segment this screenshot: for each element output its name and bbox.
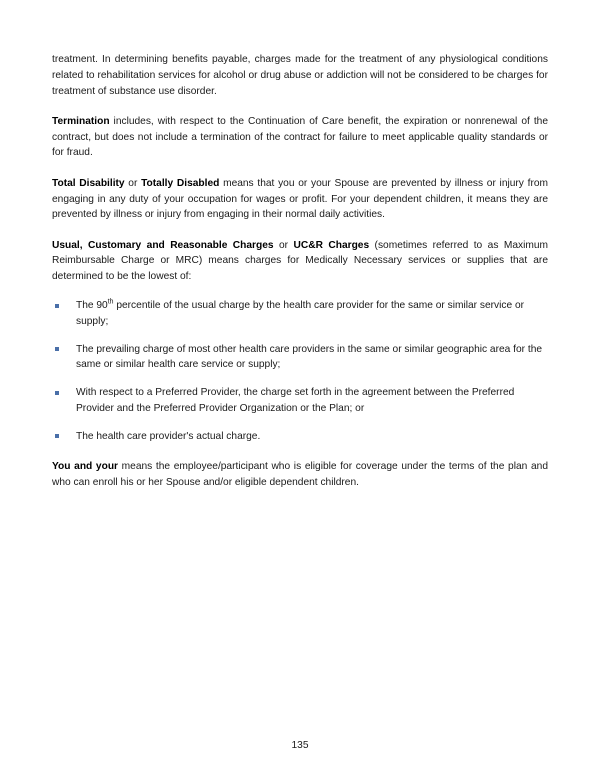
list-item-text-prefix: The prevailing charge of most other health care providers in the same or similar geographic area for the same or similar health care service or supply; [76,343,543,371]
paragraph-termination [52,114,548,161]
defined-term-termination: Termination [52,115,110,127]
defined-term-you-and-your: You and your [52,461,119,473]
list-item-text-suffix: percentile of the usual charge by the health care provider for the same or similar service or supply; [76,300,525,327]
defined-term-ucr-charges: UC&R Charges [293,239,370,251]
square-bullet-icon [55,304,59,308]
paragraph-ucr-charges [52,238,548,285]
list-item-text-prefix: The health care provider's actual charge. [76,430,261,442]
defined-term-totally-disabled: Totally Disabled [141,177,220,189]
square-bullet-icon [55,391,59,395]
defined-term-usual-customary-reasonable-charges: Usual, Customary and Reasonable Charges [52,239,274,251]
ucr-bullet-list [52,298,548,445]
paragraph-text: includes, with respect to the Continuation of Care benefit, the expiration or nonrenewal of the contract, but does not include a termination of the contract for failure to meet applicable quality standards or for fraud. [52,115,548,159]
page-number: 135 [291,740,309,751]
square-bullet-icon [55,434,59,438]
term-connector: or [273,239,294,251]
list-item [52,429,548,445]
ucr-bullet-block [52,298,548,445]
list-item [52,298,548,330]
paragraph-text: means the employee/participant who is eligible for coverage under the terms of the plan and who can enroll his or her Spouse and/or eligible dependent children. [52,461,548,488]
list-item [52,385,548,417]
paragraph-text: means that you or your Spouse are prevented by illness or injury from engaging in any duty of your occupation for wages or profit. For your dependent children, it means they are prevented by illness or injury from engaging in their normal daily activities. [52,177,548,221]
list-item-text-prefix: The 90 [76,300,108,312]
defined-term-total-disability: Total Disability [52,177,125,189]
page-content [52,52,548,505]
list-item-text-prefix: With respect to a Preferred Provider, the charge set forth in the agreement between the Preferred Provider and the Preferred Provider Organization or the Plan; or [76,387,515,415]
paragraph-you-and-your [52,459,548,491]
paragraph-total-disability [52,176,548,223]
paragraph-treatment-continuation [52,52,548,99]
paragraph-text: treatment. In determining benefits payable, charges made for the treatment of any physiological conditions related to rehabilitation services for alcohol or drug abuse or addiction will not be considered to be charges for treatment of substance use disorder. [52,54,548,97]
list-item [52,342,548,374]
square-bullet-icon [55,347,59,351]
paragraph-text: (sometimes referred to as Maximum Reimbursable Charge or MRC) means charges for Medically Necessary services or supplies that are determined to be the lowest of: [52,239,548,283]
list-item-superscript: th [107,298,114,306]
term-connector: or [124,177,142,189]
